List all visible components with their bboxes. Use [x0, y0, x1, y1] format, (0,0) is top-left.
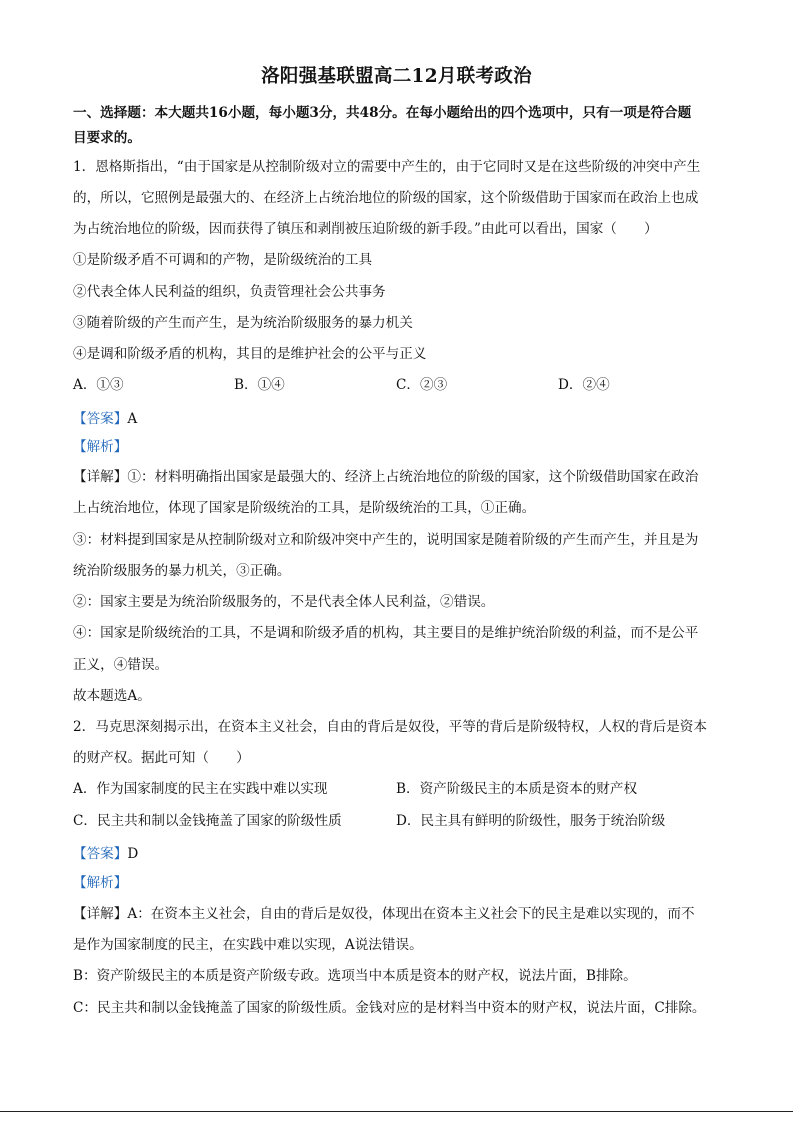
q2-answer-tag: 【答案】: [73, 846, 128, 862]
q1-statement-4: ④是调和阶级矛盾的机构，其目的是维护社会的公平与正义: [73, 346, 427, 362]
q2-option-c: C．民主共和制以金钱掩盖了国家的阶级性质: [73, 813, 342, 829]
section-heading-line-2: 目要求的。: [73, 130, 141, 146]
q2-detail-line-3: B：资产阶级民主的本质是资产阶级专政。选项当中本质是资本的财产权，说法片面，B排除。: [73, 968, 637, 984]
q1-stem-line-2: 的，所以，它照例是最强大的、在经济上占统治地位的阶级的国家，这个阶级借助于国家而在政治上也成: [73, 190, 699, 206]
q1-option-a: A．①③: [73, 377, 124, 393]
q2-answer-line: [73, 845, 733, 863]
q1-detail-line-8: 故本题选A。: [73, 688, 151, 704]
q1-option-c: C．②③: [396, 377, 448, 393]
q2-option-a: A．作为国家制度的民主在实践中难以实现: [73, 781, 328, 797]
section-heading-line-1: 一、选择题：本大题共16小题，每小题3分，共48分。在每小题给出的四个选项中，只有一项是符合题: [73, 105, 692, 121]
bottom-divider: [0, 1111, 793, 1112]
q1-answer-tag: 【答案】: [73, 411, 128, 427]
q1-answer-line: [73, 410, 733, 428]
q2-detail-line-2: 是作为国家制度的民主，在实践中难以实现，A说法错误。: [73, 937, 423, 953]
q2-option-d: D．民主具有鲜明的阶级性，服务于统治阶级: [396, 813, 666, 829]
q1-stem-line-1: 1．恩格斯指出，“由于国家是从控制阶级对立的需要中产生的，由于它同时又是在这些阶级的冲突中产生: [73, 159, 701, 175]
q1-answer-value: A: [127, 411, 138, 427]
q1-detail-line-2: 上占统治地位，体现了国家是阶级统治的工具，是阶级统治的工具，①正确。: [73, 500, 536, 516]
q2-detail-text-1: A：在资本主义社会，自由的背后是奴役，体现出在资本主义社会下的民主是难以实现的，而不: [127, 906, 695, 922]
q2-detail-tag: 【详解】: [73, 906, 128, 922]
q1-detail-tag: 【详解】: [73, 469, 128, 485]
q1-detail-line-5: ②：国家主要是为统治阶级服务的，不是代表全体人民利益，②错误。: [73, 594, 495, 610]
q1-detail-line-1: [73, 468, 733, 486]
page-title: 洛阳强基联盟高二12月联考政治: [261, 66, 532, 87]
q2-answer-value: D: [127, 846, 139, 862]
q2-stem-line-2: 的财产权。据此可知（ ）: [73, 750, 250, 766]
q2-detail-line-4: C：民主共和制以金钱掩盖了国家的阶级性质。金钱对应的是材料当中资本的财产权，说法片面，C排除。: [73, 1000, 706, 1016]
q1-detail-line-6: ④：国家是阶级统治的工具，不是调和阶级矛盾的机构，其主要目的是维护统治阶级的利益，而不是公平: [73, 625, 699, 641]
q1-detail-line-4: 统治阶级服务的暴力机关，③正确。: [73, 563, 291, 579]
q2-option-b: B．资产阶级民主的本质是资本的财产权: [396, 781, 638, 797]
q2-detail-line-1: [73, 905, 733, 923]
q1-detail-line-7: 正义，④错误。: [73, 657, 169, 673]
q1-option-b: B．①④: [234, 377, 285, 393]
q2-stem-line-1: 2．马克思深刻揭示出，在资本主义社会，自由的背后是奴役，平等的背后是阶级特权，人权的背后是资本: [73, 719, 707, 735]
q1-analysis-tag: 【解析】: [73, 439, 128, 455]
q1-statement-3: ③随着阶级的产生而产生，是为统治阶级服务的暴力机关: [73, 315, 413, 331]
q1-statement-1: ①是阶级矛盾不可调和的产物，是阶级统治的工具: [73, 252, 373, 268]
q1-stem-line-3: 为占统治地位的阶级，因而获得了镇压和剥削被压迫阶级的新手段。”由此可以看出，国家（ ）: [73, 221, 658, 237]
q2-analysis-tag: 【解析】: [73, 875, 128, 891]
q1-detail-line-3: ③：材料提到国家是从控制阶级对立和阶级冲突中产生的，说明国家是随着阶级的产生而产生，并且是为: [73, 532, 699, 548]
q1-option-d: D．②④: [558, 377, 610, 393]
q1-statement-2: ②代表全体人民利益的组织，负责管理社会公共事务: [73, 284, 386, 300]
q1-detail-text-1: ①：材料明确指出国家是最强大的、经济上占统治地位的阶级的国家，这个阶级借助国家在政治: [127, 469, 699, 485]
